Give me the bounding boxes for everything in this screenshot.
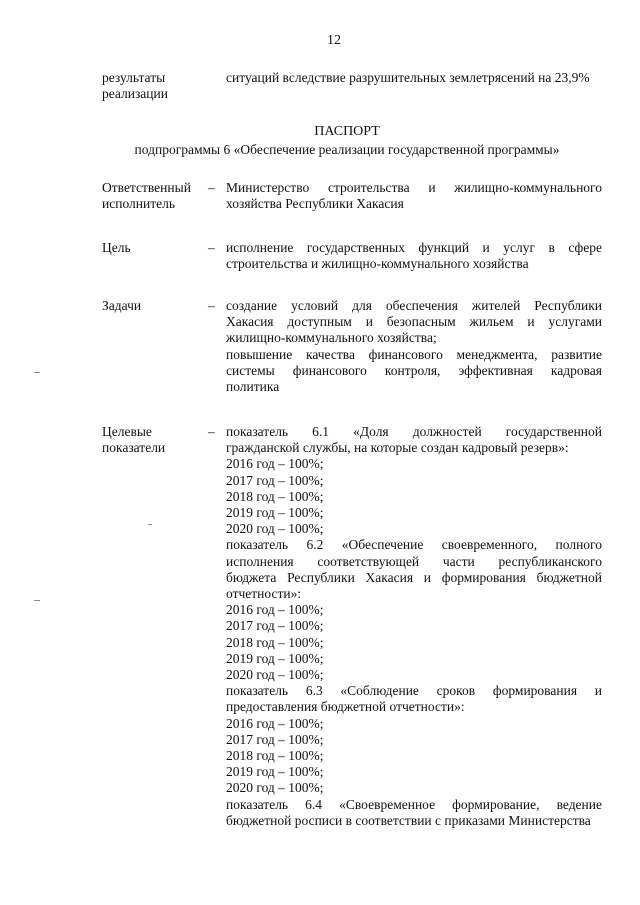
responsible-label-line-1: Ответственный xyxy=(102,180,191,195)
indicator-line: показатель 6.1 «Доля должностей государственной xyxy=(226,424,602,439)
indicator-year-line: 2018 год – 100%; xyxy=(226,488,324,504)
tasks-value-line-4: повышение качества финансового менеджмента, развитие xyxy=(226,346,602,362)
indicator-year-line: 2016 год – 100%; xyxy=(226,715,324,731)
indicator-year-line: 2018 год – 100%; xyxy=(226,748,324,764)
indicator-line: предоставления бюджетной отчетности»: xyxy=(226,699,465,715)
tasks-label xyxy=(102,298,202,314)
indicator-year-line: 2020 год – 100%; xyxy=(226,667,324,683)
responsible-value-line-2: хозяйства Республики Хакасия xyxy=(226,196,404,212)
tasks-value-line-2: Хакасия доступным и безопасным жильем и услугами xyxy=(226,314,602,330)
goal-label xyxy=(102,240,202,256)
results-label-line-2: реализации xyxy=(102,86,168,102)
goal-label-line-1: Цель xyxy=(102,240,131,255)
indicator-year-line: 2019 год – 100%; xyxy=(226,650,324,666)
indicators-label-line-2: показатели xyxy=(102,440,166,456)
indicator-line: гражданской службы, на которые создан кадровый резерв»: xyxy=(226,440,569,456)
passport-title: ПАСПОРТ xyxy=(314,124,380,139)
indicator-line: показатель 6.4 «Своевременное формирование, ведение xyxy=(226,796,602,812)
goal-value-line-2: строительства и жилищно-коммунального хозяйства xyxy=(226,256,529,272)
indicator-line: показатель 6.2 «Обеспечение своевременного, полного xyxy=(226,537,602,553)
results-label-line-1: результаты xyxy=(102,70,166,85)
responsible-dash: – xyxy=(208,180,215,195)
tasks-value-line-3: жилищно-коммунального хозяйства; xyxy=(226,330,437,346)
responsible-value xyxy=(226,180,602,212)
indicator-year-line: 2016 год – 100%; xyxy=(226,602,324,618)
indicator-year-line: 2017 год – 100%; xyxy=(226,731,324,747)
tasks-value xyxy=(226,298,602,395)
indicators-dash: – xyxy=(208,424,215,439)
goal-dash: – xyxy=(208,240,215,255)
scan-mark xyxy=(148,524,152,525)
indicators-value xyxy=(226,424,602,829)
tasks-dash: – xyxy=(208,298,215,313)
tasks-value-line-1: создание условий для обеспечения жителей Республики xyxy=(226,298,602,313)
indicator-year-line: 2016 год – 100%; xyxy=(226,456,324,472)
tasks-value-line-5: системы финансового контроля, эффективная кадровая xyxy=(226,362,602,378)
goal-value xyxy=(226,240,602,272)
tasks-label-line-1: Задачи xyxy=(102,298,142,313)
indicator-year-line: 2019 год – 100%; xyxy=(226,505,324,521)
indicator-line: бюджета Республики Хакасия и формирования бюджетной xyxy=(226,569,602,585)
results-value-line-1: ситуаций вследствие разрушительных землетрясений на 23,9% xyxy=(226,70,590,85)
indicator-year-line: 2017 год – 100%; xyxy=(226,472,324,488)
indicator-line: отчетности»: xyxy=(226,586,302,602)
indicator-year-line: 2017 год – 100%; xyxy=(226,618,324,634)
indicator-year-line: 2020 год – 100%; xyxy=(226,780,324,796)
page-number: 12 xyxy=(327,33,341,48)
scan-mark xyxy=(34,372,40,373)
indicator-line: показатель 6.3 «Соблюдение сроков формирования и xyxy=(226,683,602,699)
responsible-label-line-2: исполнитель xyxy=(102,196,175,212)
scan-mark xyxy=(34,600,40,601)
responsible-label xyxy=(102,180,202,212)
indicators-label-line-1: Целевые xyxy=(102,424,152,439)
tasks-value-line-6: политика xyxy=(226,379,280,395)
responsible-value-line-1: Министерство строительства и жилищно-коммунального xyxy=(226,180,602,195)
results-value xyxy=(226,70,602,86)
indicator-year-line: 2020 год – 100%; xyxy=(226,521,324,537)
passport-subtitle: подпрограммы 6 «Обеспечение реализации государственной программы» xyxy=(134,142,560,157)
indicator-year-line: 2019 год – 100%; xyxy=(226,764,324,780)
indicator-line: исполнения соответствующей части республиканского xyxy=(226,553,602,569)
indicator-year-line: 2018 год – 100%; xyxy=(226,634,324,650)
indicator-line: бюджетной росписи в соответствии с приказами Министерства xyxy=(226,812,591,828)
indicators-label xyxy=(102,424,202,456)
results-label xyxy=(102,70,202,102)
goal-value-line-1: исполнение государственных функций и услуг в сфере xyxy=(226,240,602,255)
